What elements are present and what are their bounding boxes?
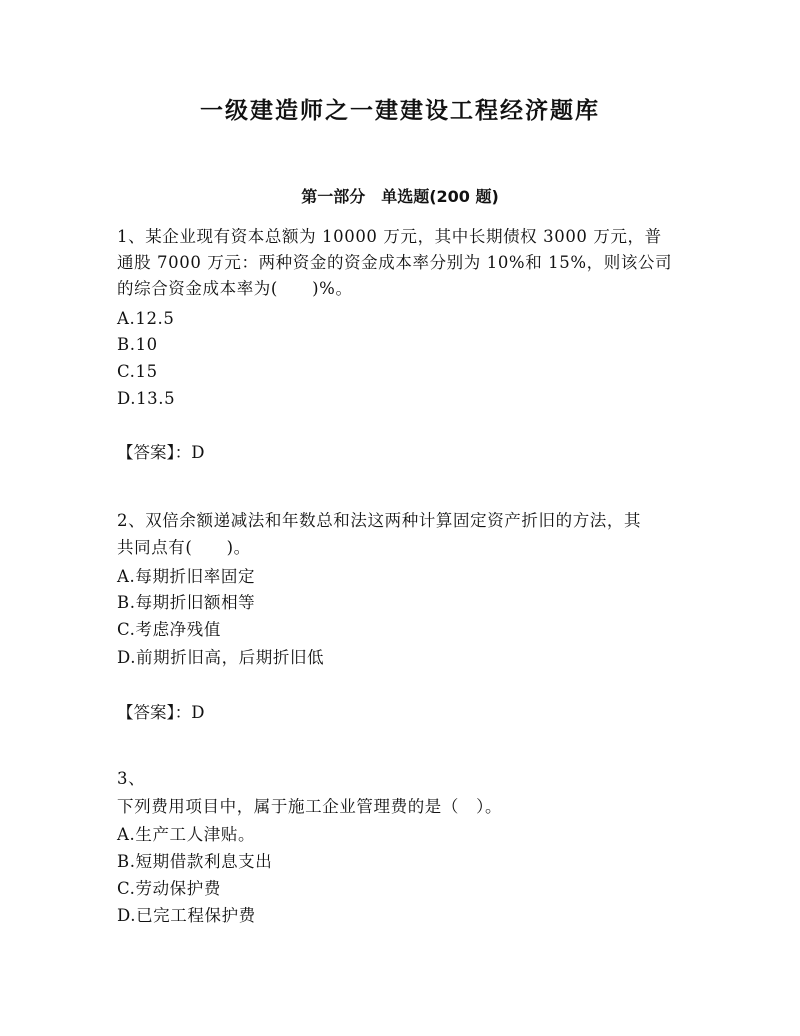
question-1-stem-line-2: 通股 7000 万元：两种资金的资金成本率分别为 10%和 15%，则该公司 <box>117 253 673 272</box>
question-3-option-a: A.生产工人津贴。 <box>117 825 256 844</box>
question-3-option-b: B.短期借款利息支出 <box>117 852 273 871</box>
question-1-option-b: B.10 <box>117 335 158 354</box>
question-2-option-a: A.每期折旧率固定 <box>117 567 256 586</box>
question-2-option-b: B.每期折旧额相等 <box>117 593 256 612</box>
question-1-option-c: C.15 <box>117 362 158 381</box>
question-3-stem-line-2: 下列费用项目中，属于施工企业管理费的是（ ）。 <box>117 797 503 816</box>
question-3-option-d: D.已完工程保护费 <box>117 906 256 925</box>
question-1-option-a: A.12.5 <box>117 309 175 328</box>
question-3-stem-line-1: 3、 <box>117 769 146 788</box>
question-2-option-d: D.前期折旧高，后期折旧低 <box>117 648 325 667</box>
question-1-stem-line-1: 1、某企业现有资本总额为 10000 万元，其中长期债权 3000 万元，普 <box>117 227 662 246</box>
question-2-answer: 【答案】：D <box>117 703 205 722</box>
question-2-option-c: C.考虑净残值 <box>117 620 221 639</box>
question-2-stem-line-2: 共同点有( )。 <box>117 538 251 557</box>
section-title: 第一部分 单选题(200 题) <box>301 187 499 206</box>
question-2-stem-line-1: 2、双倍余额递减法和年数总和法这两种计算固定资产折旧的方法，其 <box>117 511 642 530</box>
question-1-option-d: D.13.5 <box>117 389 176 408</box>
question-1-answer: 【答案】：D <box>117 443 205 462</box>
question-3-option-c: C.劳动保护费 <box>117 879 221 898</box>
question-1-stem-line-3: 的综合资金成本率为( )%。 <box>117 279 353 298</box>
document-title: 一级建造师之一建建设工程经济题库 <box>200 97 600 124</box>
